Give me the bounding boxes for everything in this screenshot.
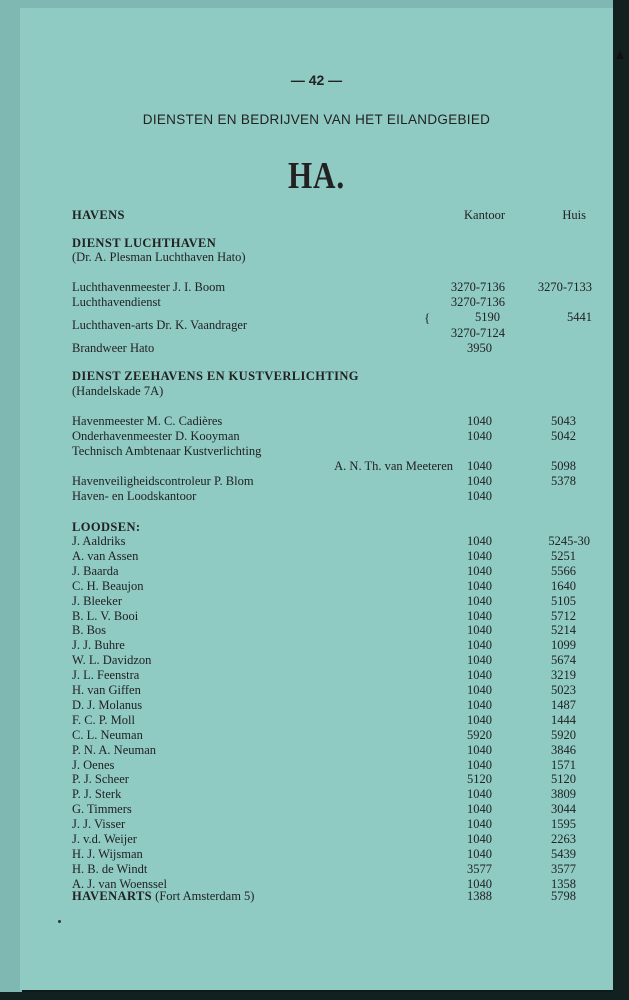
entry-name: W. L. Davidzon [72,653,152,668]
entry-huis: 1595 [551,817,576,832]
table-row [72,564,592,579]
entry-huis: 5920 [551,727,576,742]
entry-name: J. Oenes [72,757,115,772]
table-row [72,623,592,638]
entry-name: J. Baarda [72,563,119,578]
entry-huis: 5674 [551,653,576,668]
entry-huis: 3270-7133 [537,280,592,294]
entry-kantoor: 1040 [467,697,492,712]
entry-kantoor: 1040 [467,534,492,548]
entry-huis: 5214 [551,623,576,638]
entry-kantoor: 1040 [467,712,492,727]
entry-name: Luchthavenmeester J. I. Boom [72,280,226,294]
entry-huis: 3577 [551,861,576,876]
table-row [72,280,592,295]
entry-kantoor: 1040 [467,846,492,861]
entry-name: J. Bleeker [72,593,122,608]
entry-name: B. L. V. Booi [72,608,139,623]
entry-kantoor: 3950 [467,341,492,355]
entry-kantoor: 1040 [467,414,492,428]
entry-huis: 3846 [551,742,576,757]
entry-huis: 2263 [551,832,576,846]
entry-kantoor: 1040 [467,489,492,503]
zeehavens-subtitle-row [72,384,592,399]
entry-name: Luchthavendienst [72,295,161,309]
luchthaven-title-row [72,236,592,251]
table-row [72,817,592,832]
entry-huis: 5245-30 [548,534,590,548]
entry-name: A. J. van Woenssel [72,876,167,891]
entry-kantoor: 1040 [467,563,492,578]
table-row [72,713,592,728]
column-huis: Huis [562,208,586,222]
entry-name: Onderhavenmeester D. Kooyman [72,429,240,443]
entry-huis: 5566 [551,563,576,578]
entry-kantoor: 1040 [467,608,492,623]
entry-name: J. v.d. Weijer [72,832,137,846]
table-row [72,698,592,713]
entry-name: Havenmeester M. C. Cadières [72,414,223,428]
brace-glyph: { [424,310,431,325]
table-row [72,758,592,773]
havenarts-kantoor: 1388 [467,889,492,903]
entry-name: H. B. de Windt [72,861,148,876]
table-row [72,414,592,429]
entry-name: P. N. A. Neuman [72,742,157,757]
table-row [72,295,592,310]
zeehavens-title-row [72,369,592,384]
table-row [72,459,592,474]
column-header [72,208,592,223]
entry-name: J. J. Buhre [72,638,125,653]
entry-huis: 5439 [551,846,576,861]
entry-kantoor: 1040 [467,474,492,488]
entry-huis: 1099 [551,638,576,653]
luchthaven-title: DIENST LUCHTHAVEN [72,236,217,250]
entry-kantoor: 3270-7136 [450,280,505,294]
entry-kantoor: 1040 [467,668,492,683]
entry-name: J. L. Feenstra [72,668,140,683]
table-row [72,549,592,564]
table-row [72,474,592,489]
entry-huis: 3219 [551,668,576,683]
entry-name: P. J. Scheer [72,772,129,787]
entry-kantoor: 1040 [467,548,492,563]
entry-name: Haven- en Loodskantoor [72,489,197,503]
entry-name: Luchthaven-arts Dr. K. Vaandrager [72,318,248,332]
entry-kantoor: 1040 [467,593,492,608]
entry-huis: 5105 [551,593,576,608]
entry-huis: 5098 [551,459,576,473]
havenarts-row [72,889,592,904]
loodsen-title-row [72,520,592,535]
entry-huis: 1444 [551,712,576,727]
table-row [72,683,592,698]
table-row [72,341,592,356]
entry-huis: 5251 [551,548,576,563]
table-row [72,802,592,817]
luchthaven-subtitle-row [72,250,592,265]
document-page [20,8,613,990]
corner-mark-icon: ▲ [613,48,627,63]
section-title-havens: HAVENS [72,208,125,222]
entry-kantoor: 1040 [467,623,492,638]
table-row [72,772,592,787]
entry-kantoor: 3270-7136 [450,295,505,309]
entry-name: G. Timmers [72,802,132,817]
havenarts-huis: 5798 [551,889,576,903]
entry-name: P. J. Sterk [72,787,122,802]
havenarts-address: (Fort Amsterdam 5) [155,889,255,903]
entry-kantoor: 1040 [467,578,492,593]
loodsen-title: LOODSEN: [72,520,141,534]
table-row [72,638,592,653]
table-row [72,594,592,609]
entry-kantoor: 5120 [467,772,492,787]
entry-huis: 3044 [551,802,576,817]
entry-name: D. J. Molanus [72,697,143,712]
entry-huis: 5120 [551,772,576,787]
entry-huis: 5042 [551,429,576,443]
table-row [72,847,592,862]
table-row-brace-bottom [72,326,592,341]
entry-name: A. N. Th. van Meeteren [334,459,453,473]
table-row [72,429,592,444]
table-row [72,668,592,683]
entry-name: C. H. Beaujon [72,578,144,593]
entry-kantoor: 1040 [467,683,492,697]
entry-kantoor-2: 3270-7124 [450,326,505,340]
page-number: — 42 — [290,72,343,88]
table-row [72,728,592,743]
table-row [72,862,592,877]
entry-kantoor: 1040 [467,638,492,653]
entry-name: H. van Giffen [72,683,141,697]
entry-kantoor: 1040 [467,787,492,802]
havenarts-title: HAVENARTS [72,889,153,903]
entry-huis: 1640 [551,578,576,593]
table-row [72,653,592,668]
entry-kantoor: 1040 [467,429,492,443]
entry-huis: 5441 [567,310,592,324]
table-row [72,832,592,847]
table-row [72,743,592,758]
entry-kantoor: 1040 [467,757,492,772]
entry-kantoor: 1040 [467,742,492,757]
page-edge-right [613,0,629,1000]
entry-name: F. C. P. Moll [72,712,135,727]
entry-kantoor: 5190 [475,310,500,324]
page-speck [58,920,61,923]
table-row [72,787,592,802]
page-edge-bottom [0,992,629,1000]
entry-kantoor: 3577 [467,861,492,876]
table-row [72,444,592,459]
entry-name: Havenveiligheidscontroleur P. Blom [72,474,254,488]
entry-huis: 3809 [551,787,576,802]
entry-kantoor: 1040 [467,802,492,817]
entry-huis: 5023 [551,683,576,697]
entry-kantoor: 1040 [467,876,492,891]
entry-huis: 5712 [551,608,576,623]
entry-name: Brandweer Hato [72,341,155,355]
entry-huis: 1358 [551,876,576,891]
entry-name: H. J. Wijsman [72,846,143,861]
entry-name: Technisch Ambtenaar Kustverlichting [72,444,262,458]
entry-name: C. L. Neuman [72,727,143,742]
entry-kantoor: 1040 [467,653,492,668]
entry-name: A. van Assen [72,548,139,563]
column-kantoor: Kantoor [464,208,505,222]
entry-name: J. Aaldriks [72,534,126,548]
table-row [72,489,592,504]
entry-kantoor: 5920 [467,727,492,742]
section-code: HA. [288,155,345,197]
entry-kantoor: 1040 [467,817,492,832]
luchthaven-subtitle: (Dr. A. Plesman Luchthaven Hato) [72,250,246,264]
entry-huis: 5043 [551,414,576,428]
page-heading: DIENSTEN EN BEDRIJVEN VAN HET EILANDGEBIED [142,112,491,127]
zeehavens-subtitle: (Handelskade 7A) [72,384,164,398]
table-row [72,609,592,624]
entry-huis: 1571 [551,757,576,772]
entry-huis: 1487 [551,697,576,712]
entry-huis: 5378 [551,474,576,488]
table-row [72,534,592,549]
entry-kantoor: 1040 [467,459,492,473]
entry-name: B. Bos [72,623,107,638]
table-row [72,579,592,594]
entry-kantoor: 1040 [467,832,492,846]
zeehavens-title: DIENST ZEEHAVENS EN KUSTVERLICHTING [72,369,359,383]
entry-name: J. J. Visser [72,817,126,832]
